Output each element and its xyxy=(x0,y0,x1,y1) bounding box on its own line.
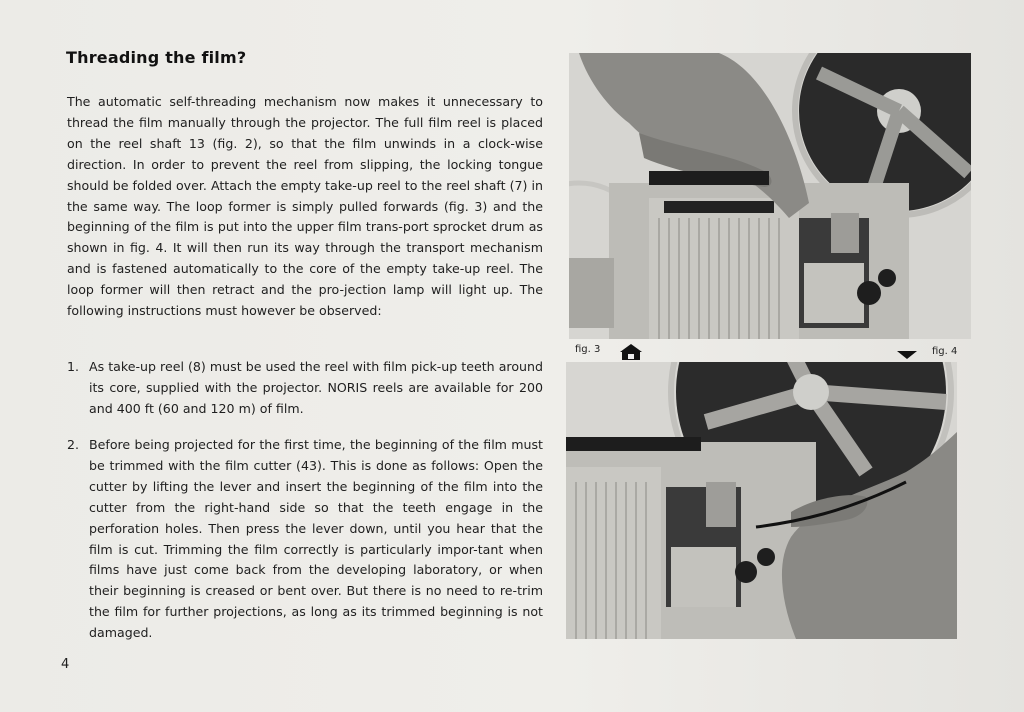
list-item-text: As take-up reel (8) must be used the reel with film pick-up teeth around its core, supplied with the projector. NORIS reels are available for 200 and 400 ft (60 and 120 m) of film. xyxy=(89,359,543,416)
section-title: Threading the film? xyxy=(66,48,247,67)
figure-4-photo xyxy=(566,362,957,639)
intro-paragraph: The automatic self-threading mechanism now makes it unnecessary to thread the film manually through the projector. The full film reel is placed on the reel shaft 13 (fig. 2), so that the film unwinds in a clock-wise direction. In order to prevent the reel from slipping, the locking tongue should be folded over. Attach the empty take-up reel to the reel shaft (7) in the same way. The loop former is simply pulled forwards (fig. 3) and the beginning of the film is put into the upper film trans-port sprocket drum as shown in fig. 4. It will then run its way through the transport mechanism and is fastened automatically to the core of the empty take-up reel. The loop former will then retract and the pro-jection lamp will light up. The following instructions must however be observed: xyxy=(67,94,543,319)
figure-4-caption: fig. 4 xyxy=(932,346,958,357)
figure-3-photo xyxy=(569,53,971,339)
list-item-number: 2. xyxy=(67,437,80,452)
list-item xyxy=(67,435,543,644)
page-number: 4 xyxy=(61,657,70,672)
list-item-text: Before being projected for the first time, the beginning of the film must be trimmed with the film cutter (43). This is done as follows: Open the cutter by lifting the lever and insert the beginning of the film into the cutter from the right-hand side so that the teeth engage in the perforation holes. Then press the lever down, until you hear that the film is cut. Trimming the film correctly is particularly impor-tant when films have just come back from the developing laboratory, or when their beginning is creased or bent over. But there is no need to re-trim the film for further projections, as long as its trimmed beginning is not damaged. xyxy=(89,437,543,641)
list-item-number: 1. xyxy=(67,359,80,374)
list-item xyxy=(67,357,543,420)
figure-3-caption: fig. 3 xyxy=(575,344,601,355)
arrow-down-icon xyxy=(896,350,918,360)
arrow-up-icon xyxy=(619,343,643,361)
